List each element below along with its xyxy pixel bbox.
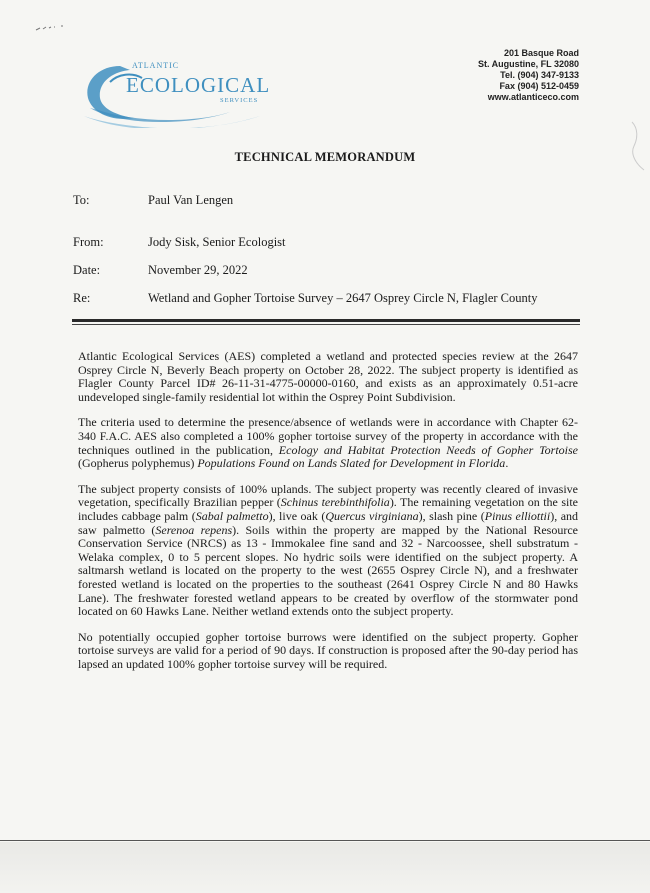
re-label: Re: xyxy=(73,291,91,305)
re-value: Wetland and Gopher Tortoise Survey – 2647 Osprey Circle N, Flagler County xyxy=(148,291,538,305)
to-value: Paul Van Lengen xyxy=(148,193,234,207)
logo-top-word: ATLANTIC xyxy=(132,61,180,70)
scan-artifact xyxy=(34,22,74,34)
paragraph-intro: Atlantic Ecological Services (AES) completed a wetland and protected species review at the 2647 Osprey Circle N, Beverly Beach property on October 28, 2022. The subject property is identified as Flagler County Parcel ID# 26-11-31-4775-00000-0160, and exists as an approximately 0.51-acre undeveloped single-family residential lot within the Osprey Point Subdivision. xyxy=(78,349,578,404)
address-line: St. Augustine, FL 32080 xyxy=(477,59,579,69)
phone-line: Tel. (904) 347-9133 xyxy=(500,70,579,80)
website-link[interactable]: www.atlanticeco.com xyxy=(487,92,579,102)
fax-line: Fax (904) 512-0459 xyxy=(499,81,579,91)
from-value: Jody Sisk, Senior Ecologist xyxy=(148,235,286,249)
logo-bottom-word: SERVICES xyxy=(220,97,259,104)
scan-bottom-shadow xyxy=(0,842,650,893)
scan-bottom-edge xyxy=(0,840,650,841)
scan-edge-artifact xyxy=(624,118,650,178)
date-value: November 29, 2022 xyxy=(148,263,248,277)
header-divider-thin xyxy=(72,324,580,325)
memo-body xyxy=(78,350,578,683)
company-address xyxy=(409,48,579,103)
wave-logo-icon xyxy=(80,52,280,128)
header-divider xyxy=(72,319,580,322)
paragraph-tortoise-results: No potentially occupied gopher tortoise burrows were identified on the subject property. Gopher tortoise surveys are valid for a period of 90 days. If construction is proposed after the 90-day period has lapsed an updated 100% gopher tortoise survey will be required. xyxy=(78,629,578,671)
logo-main-word: ECOLOGICAL xyxy=(126,73,271,97)
address-line: 201 Basque Road xyxy=(503,48,579,58)
from-label: From: xyxy=(73,235,104,249)
paragraph-criteria: The criteria used to determine the presence/absence of wetlands were in accordance with Chapter 62-340 F.A.C. AES also completed a 100% gopher tortoise survey of the property in accordance with the techniques outlined in the publication, Ecology and Habitat Protection Needs of Gopher Tortoise (Gopherus polyphemus) Populations Found on Lands Slated for Development in Florida. xyxy=(78,415,578,471)
memo-title: TECHNICAL MEMORANDUM xyxy=(234,150,416,164)
to-label: To: xyxy=(73,193,90,207)
paragraph-site-description: The subject property consists of 100% uplands. The subject property was recently cleared of invasive vegetation, specifically Brazilian pepper (Schinus terebinthifolia). The remaining vegetation on the site includes cabbage palm (Sabal palmetto), live oak (Quercus virginiana), slash pine (Pinus elliottii), and saw palmetto (Serenoa repens). Soils within the property are mapped by the National Resource Conservation Service (NRCS) as 13 - Immokalee fine sand and 32 - Narcoossee, shell substratum - Welaka complex, 0 to 5 percent slopes. No hydric soils were identified on the subject property. A saltmarsh wetland is located on the property to the west (2655 Osprey Circle N), and a freshwater forested wetland is located on the properties to the southeast (2641 Osprey Circle N and 80 Hawks Lane). The freshwater forested wetland appears to be created by overflow of the stormwater pond located on 60 Hawks Lane. Neither wetland extends onto the subject property. xyxy=(78,481,579,619)
company-logo xyxy=(80,52,280,128)
date-label: Date: xyxy=(73,263,101,277)
